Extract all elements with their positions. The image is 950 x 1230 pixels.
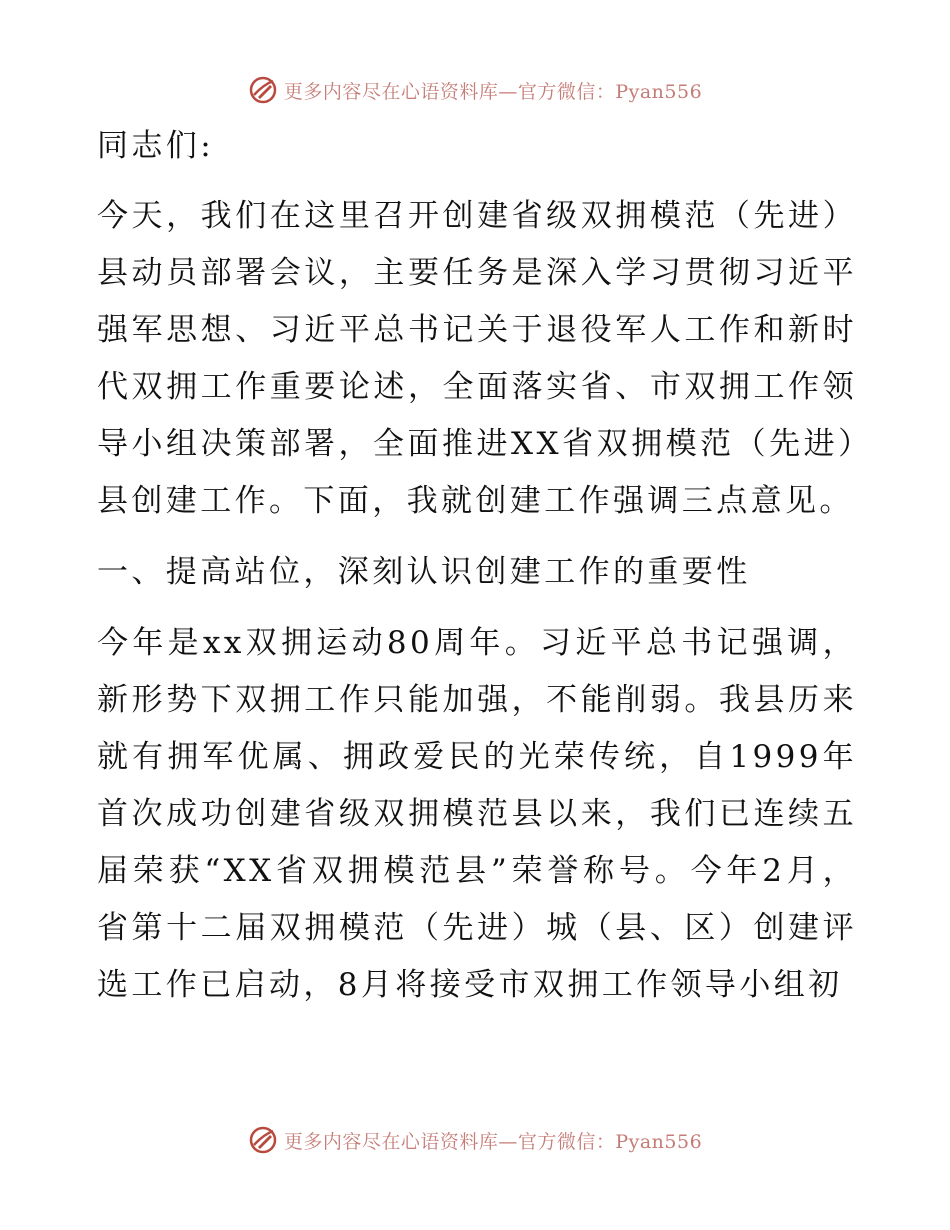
watermark-text: 更多内容尽在心语资料库—官方微信：Pyan556 [283, 1130, 703, 1153]
paragraph-section-1: 今年是xx双拥运动80周年。习近平总书记强调，新形势下双拥工作只能加强，不能削弱。我县历来就有拥军优属、拥政爱民的光荣传统，自1999年首次成功创建省级双拥模范县以来，我们已连续五届荣获“XX省双拥模范县”荣誉称号。今年2月，省第十二届双拥模范（先进）城（县、区）创建评选工作已启动，8月将接受市双拥工作领导小组初 [97, 625, 857, 1003]
paragraph-intro: 今天，我们在这里召开创建省级双拥模范（先进）县动员部署会议，主要任务是深入学习贯彻习近平强军思想、习近平总书记关于退役军人工作和新时代双拥工作重要论述，全面落实省、市双拥工作领导小组决策部署，全面推进XX省双拥模范（先进）县创建工作。下面，我就创建工作强调三点意见。 [97, 198, 857, 519]
footer-watermark [0, 1120, 950, 1160]
header-watermark [0, 70, 950, 110]
salutation: 同志们: [97, 128, 215, 164]
pen-logo-icon [248, 1125, 278, 1155]
watermark-text: 更多内容尽在心语资料库—官方微信：Pyan556 [283, 80, 703, 103]
document-body [97, 118, 857, 1014]
section-heading: 一、提高站位，深刻认识创建工作的重要性 [97, 554, 751, 590]
pen-logo-icon [248, 75, 278, 105]
